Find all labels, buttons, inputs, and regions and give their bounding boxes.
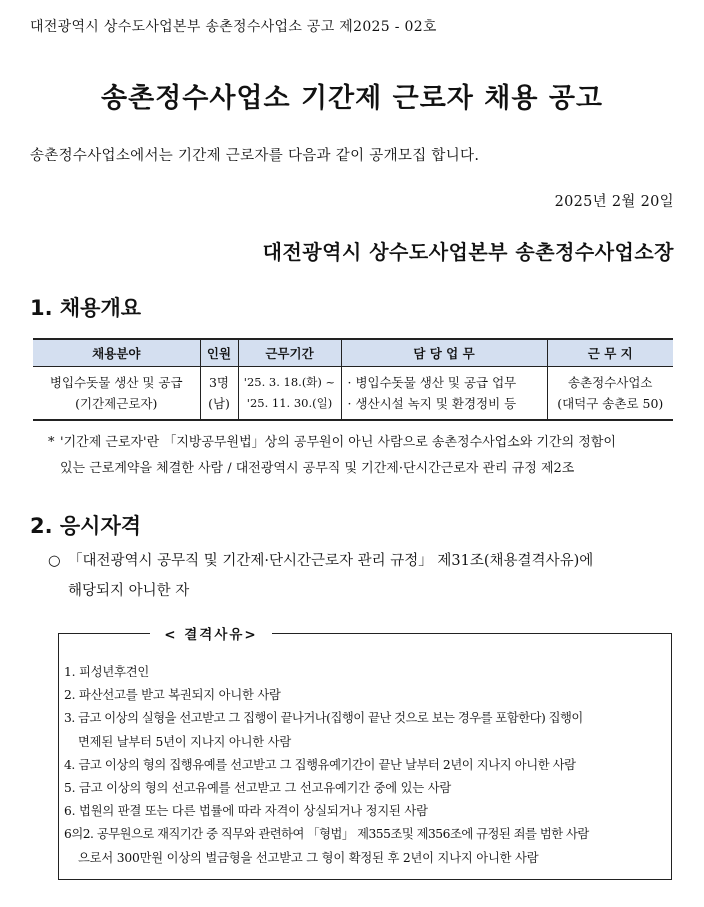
disqualification-list (64, 661, 666, 870)
cell-line: (기간제근로자) (75, 396, 158, 411)
box-top-border (58, 633, 150, 634)
table-header: 채용분야 (33, 339, 200, 367)
issuer-name: 대전광역시 상수도사업본부 송촌정수사업소장 (262, 240, 674, 264)
cell-period (238, 367, 341, 421)
table-header: 담 당 업 무 (341, 339, 547, 367)
qualification-line: 해당되지 아니한 자 (68, 583, 190, 599)
cell-line: 병입수돗물 생산 및 공급 (49, 375, 183, 390)
table-header: 근 무 지 (547, 339, 673, 367)
table-header: 인원 (200, 339, 238, 367)
section-heading-qualification: 2. 응시자격 (30, 514, 142, 538)
qualification-text (48, 546, 678, 606)
qualification-line: 「대전광역시 공무직 및 기간제·단시간근로자 관리 규정」 제31조(채용결격사유)에 (68, 553, 594, 569)
table-row (33, 367, 673, 421)
footnote-line: 있는 근로계약을 체결한 사람 / 대전광역시 공무직 및 기간제·단시간근로자 관리 규정 제2조 (60, 461, 575, 476)
notice-date: 2025년 2월 20일 (554, 194, 674, 210)
cell-field (33, 367, 200, 421)
list-item: 면제된 날부터 5년이 지나지 아니한 사람 (78, 734, 292, 749)
page-title: 송촌정수사업소 기간제 근로자 채용 공고 (101, 83, 603, 114)
cell-duties (341, 367, 547, 421)
list-item: 6. 법원의 판결 또는 다른 법률에 따라 자격이 상실되거나 정지된 사람 (64, 804, 428, 819)
cell-line: '25. 3. 18.(화) ~ (243, 375, 336, 389)
list-item: 2. 파산선고를 받고 복권되지 아니한 사람 (64, 688, 281, 703)
list-item: 3. 금고 이상의 실형을 선고받고 그 집행이 끝나거나(집행이 끝난 것으로 보는 경우를 포함한다) 집행이 (64, 711, 583, 726)
box-top-border (272, 633, 671, 634)
list-item: 5. 금고 이상의 형의 선고유예를 선고받고 그 선고유예기간 중에 있는 사람 (64, 781, 452, 796)
footnote-line: '기간제 근로자'란 「지방공무원법」상의 공무원이 아닌 사람으로 송촌정수사업소와 기간의 정함이 (60, 435, 616, 450)
intro-text: 송촌정수사업소에서는 기간제 근로자를 다음과 같이 공개모집 합니다. (30, 148, 480, 164)
cell-line: · 생산시설 녹지 및 환경정비 등 (347, 396, 517, 411)
list-item: 1. 피성년후견인 (64, 665, 150, 679)
section-heading-recruitment: 1. 채용개요 (30, 296, 142, 320)
cell-line: '25. 11. 30.(일) (246, 396, 333, 410)
cell-location (547, 367, 673, 421)
list-item: 으로서 300만원 이상의 벌금형을 선고받고 그 형이 확정된 후 2년이 지나지 아니한 사람 (78, 850, 539, 865)
notice-number: 대전광역시 상수도사업본부 송촌정수사업소 공고 제2025 - 02호 (30, 19, 437, 35)
list-item: 4. 금고 이상의 형의 집행유예를 선고받고 그 집행유예기간이 끝난 날부터 2년이 지나지 아니한 사람 (64, 757, 576, 772)
recruitment-table (33, 338, 673, 421)
list-item: 6의2. 공무원으로 재직기간 중 직무와 관련하여 「형법」 제355조및 제356조에 규정된 죄를 범한 사람 (64, 827, 589, 842)
table-header: 근무기간 (238, 339, 341, 367)
footnote (48, 430, 678, 482)
circle-bullet-icon: ○ (48, 553, 61, 569)
cell-line: 3명 (208, 375, 230, 390)
cell-line: · 병입수돗물 생산 및 공급 업무 (347, 375, 517, 390)
cell-line: (남) (208, 396, 230, 411)
cell-line: (대덕구 송촌로 50) (557, 396, 664, 411)
cell-line: 송촌정수사업소 (567, 375, 653, 390)
footnote-mark: * (48, 435, 55, 450)
table-header-row (33, 339, 673, 367)
cell-count (200, 367, 238, 421)
disqualification-title: < 결격사유> (150, 623, 272, 643)
